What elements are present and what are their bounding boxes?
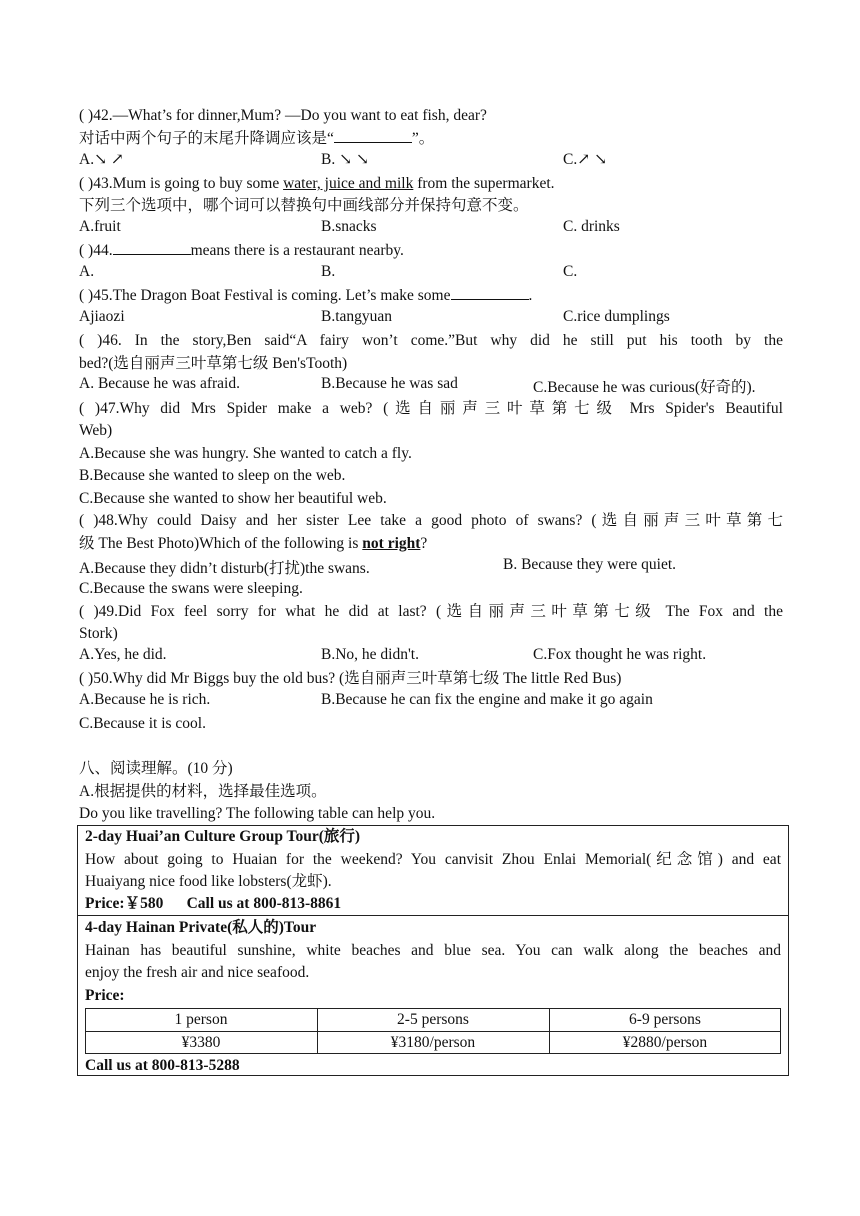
q48-option-c: C.Because the swans were sleeping. (79, 580, 303, 597)
tour2-contact: Call us at 800-813-5288 (85, 1057, 240, 1074)
answer-blank (451, 285, 529, 300)
q49-option-a: A.Yes, he did. (79, 646, 167, 663)
q46-option-a: A. Because he was afraid. (79, 375, 240, 392)
q43-option-b: B.snacks (321, 218, 377, 235)
q46-option-b: B.Because he was sad (321, 375, 458, 392)
price-value-cell: ¥2880/person (622, 1034, 708, 1051)
q47-option-b: B.Because she wanted to sleep on the web. (79, 467, 346, 484)
q46-option-c: C.Because he was curious(好奇的). (533, 379, 756, 396)
q49-question: ( )49.Did Fox feel sorry for what he did at last? (选自丽声三叶草第七级 The Fox and the (79, 603, 783, 620)
q45-post: . (528, 287, 533, 304)
q42-option-a: A.↘ ↗ (79, 151, 124, 168)
q46-question: ( )46. In the story,Ben said“A fairy won’t come.”But why did he still put his tooth by the (79, 332, 783, 349)
q45-option-c: C.rice dumplings (563, 308, 670, 325)
q42-instruction (79, 128, 783, 150)
q49-option-c: C.Fox thought he was right. (533, 646, 707, 663)
q47-option-c: C.Because she wanted to show her beautiful web. (79, 490, 387, 507)
q47-question: ( )47.Why did Mrs Spider make a web? (选自丽声三叶草第七级 Mrs Spider's Beautiful (79, 400, 783, 417)
q45-question (79, 285, 783, 307)
tour1-price-contact: Price:￥580 Call us at 800-813-8861 (85, 895, 342, 912)
answer-blank (113, 240, 191, 255)
section-intro: Do you like travelling? The following table can help you. (79, 805, 436, 822)
q42-question: ( )42.—What’s for dinner,Mum? —Do you want to eat fish, dear? (79, 107, 487, 124)
q44-option-c: C. (563, 263, 578, 280)
table-divider (77, 915, 789, 916)
q42-option-c: C.↗ ↘ (563, 151, 608, 168)
q48-option-b: B. Because they were quiet. (503, 556, 677, 573)
price-header-cell: 2-5 persons (397, 1011, 469, 1028)
q50-option-c: C.Because it is cool. (79, 715, 206, 732)
q46-question-cont: bed?(选自丽声三叶草第七级 Ben'sTooth) (79, 355, 348, 372)
q49-option-b: B.No, he didn't. (321, 646, 419, 663)
q44-question (79, 240, 783, 262)
q43-underlined-phrase: water, juice and milk (283, 175, 414, 192)
q43-post: from the supermarket. (413, 175, 555, 192)
q48-option-a: A.Because they didn’t disturb(打扰)the swans. (79, 560, 370, 577)
q48-cont-pre: 级 The Best Photo)Which of the following is (79, 535, 363, 552)
q45-option-a: Ajiaozi (79, 308, 125, 325)
q50-option-b: B.Because he can fix the engine and make it go again (321, 691, 653, 708)
q43-instruction: 下列三个选项中，哪个词可以替换句中画线部分并保持句意不变。 (79, 197, 529, 214)
q43-option-a: A.fruit (79, 218, 121, 235)
q44-post: means there is a restaurant nearby. (190, 242, 404, 259)
price-value-cell: ¥3380 (181, 1034, 221, 1051)
tour1-description-cont: Huaiyang nice food like lobsters(龙虾). (85, 873, 332, 890)
section-subtitle: A.根据提供的材料，选择最佳选项。 (79, 783, 327, 800)
tour2-description: Hainan has beautiful sunshine, white beaches and blue sea. You can walk along the beaches and (85, 942, 781, 959)
q48-emphasis: not right (362, 535, 421, 552)
tour2-description-cont: enjoy the fresh air and nice seafood. (85, 964, 310, 981)
q49-question-cont: Stork) (79, 625, 118, 642)
price-header-cell: 6-9 persons (629, 1011, 701, 1028)
q44-option-b: B. (321, 263, 336, 280)
q48-cont-post: ? (420, 535, 428, 552)
q43-option-c: C. drinks (563, 218, 620, 235)
q48-question-cont (79, 533, 783, 555)
q43-question (79, 173, 783, 195)
answer-blank (334, 128, 412, 143)
q47-question-cont: Web) (79, 422, 113, 439)
q44-pre: ( )44. (79, 242, 113, 259)
tour1-title: 2-day Huai’an Culture Group Tour(旅行) (85, 828, 361, 845)
price-header-cell: 1 person (174, 1011, 228, 1028)
q42-instruction-a: 对话中两个句子的末尾升降调应该是“ (79, 130, 334, 147)
q42-instruction-b: ”。 (411, 130, 435, 147)
q45-pre: ( )45.The Dragon Boat Festival is coming. Let’s make some (79, 287, 451, 304)
q42-option-b: B. ↘ ↘ (321, 151, 369, 168)
q47-option-a: A.Because she was hungry. She wanted to catch a fly. (79, 445, 412, 462)
tour1-description: How about going to Huaian for the weekend? You canvisit Zhou Enlai Memorial(纪念馆) and eat (85, 851, 781, 868)
q50-option-a: A.Because he is rich. (79, 691, 211, 708)
price-value-cell: ¥3180/person (390, 1034, 476, 1051)
section-title: 八、阅读理解。(10 分) (79, 760, 233, 777)
q50-question: ( )50.Why did Mr Biggs buy the old bus? (选自丽声三叶草第七级 The little Red Bus) (79, 670, 622, 687)
q45-option-b: B.tangyuan (321, 308, 393, 325)
q48-question: ( )48.Why could Daisy and her sister Lee take a good photo of swans? (选自丽声三叶草第七 (79, 512, 783, 529)
q43-pre: ( )43.Mum is going to buy some (79, 175, 284, 192)
tour2-price-label: Price: (85, 987, 125, 1004)
tour2-title: 4-day Hainan Private(私人的)Tour (85, 919, 317, 936)
q44-option-a: A. (79, 263, 95, 280)
